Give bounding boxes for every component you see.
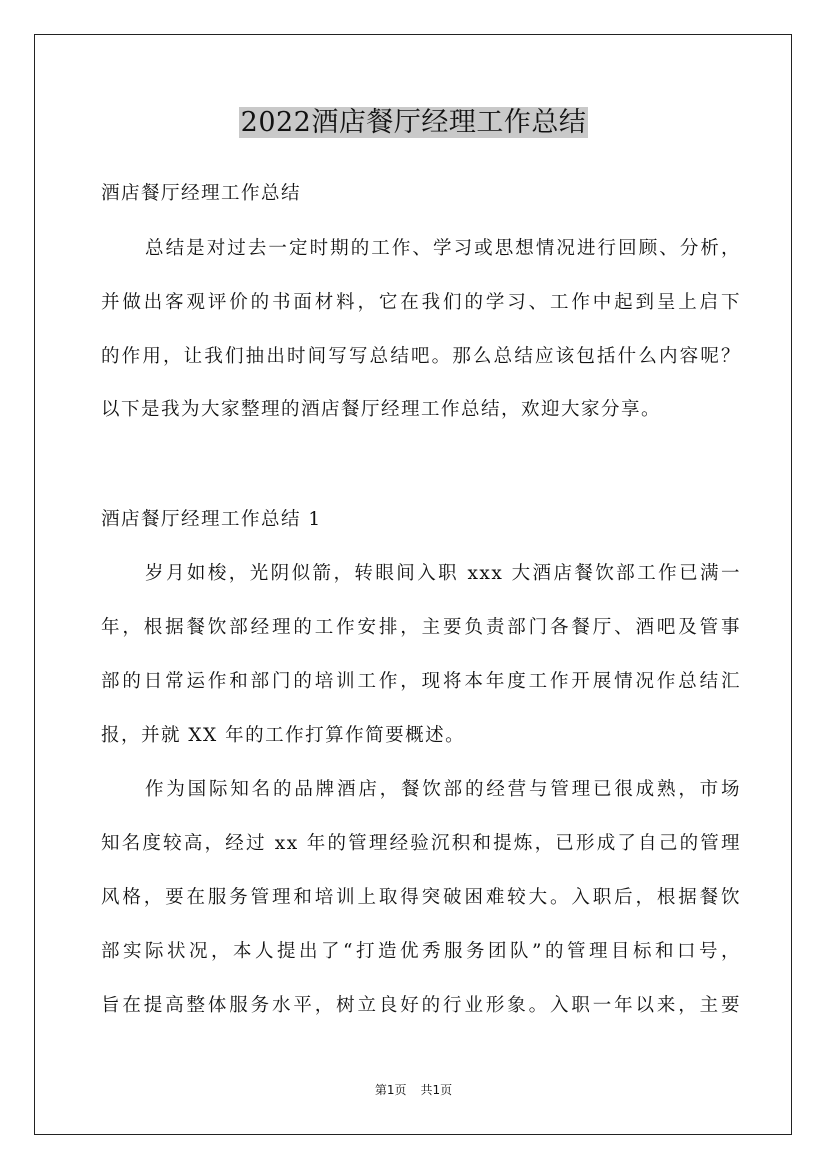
intro-line: 并做出客观评价的书面材料，它在我们的学习、工作中起到呈上启下 [101,292,741,313]
document-title [0,105,827,141]
paragraph-line: 旨在提高整体服务水平，树立良好的行业形象。入职一年以来，主要 [101,995,741,1016]
paragraph-line: 岁月如梭，光阴似箭，转眼间入职 xxx 大酒店餐饮部工作已满一 [145,563,741,584]
paragraph-line: 年，根据餐饮部经理的工作安排，主要负责部门各餐厅、酒吧及管事 [101,617,741,638]
intro-line: 总结是对过去一定时期的工作、学习或思想情况进行回顾、分析， [145,238,741,259]
paragraph-line: 部实际状况，本人提出了“打造优秀服务团队”的管理目标和口号， [101,941,741,962]
document-title-text: 2022酒店餐厅经理工作总结 [240,107,587,138]
paragraph-line: 风格，要在服务管理和培训上取得突破困难较大。入职后，根据餐饮 [101,887,741,908]
section-heading: 酒店餐厅经理工作总结 [101,183,302,204]
page-footer [0,1082,827,1098]
paragraph-line: 知名度较高，经过 xx 年的管理经验沉积和提炼，已形成了自己的管理 [101,833,741,854]
section-heading: 酒店餐厅经理工作总结 1 [101,509,322,530]
page-total: 共1页 [420,1083,453,1097]
page-number: 第1页 [374,1083,407,1097]
paragraph-line: 报，并就 XX 年的工作打算作简要概述。 [101,725,466,746]
intro-line: 的作用，让我们抽出时间写写总结吧。那么总结应该包括什么内容呢？ [101,346,741,367]
intro-line: 以下是我为大家整理的酒店餐厅经理工作总结，欢迎大家分享。 [101,399,662,420]
paragraph-line: 作为国际知名的品牌酒店，餐饮部的经营与管理已很成熟，市场 [145,779,741,800]
paragraph-line: 部的日常运作和部门的培训工作，现将本年度工作开展情况作总结汇 [101,671,741,692]
